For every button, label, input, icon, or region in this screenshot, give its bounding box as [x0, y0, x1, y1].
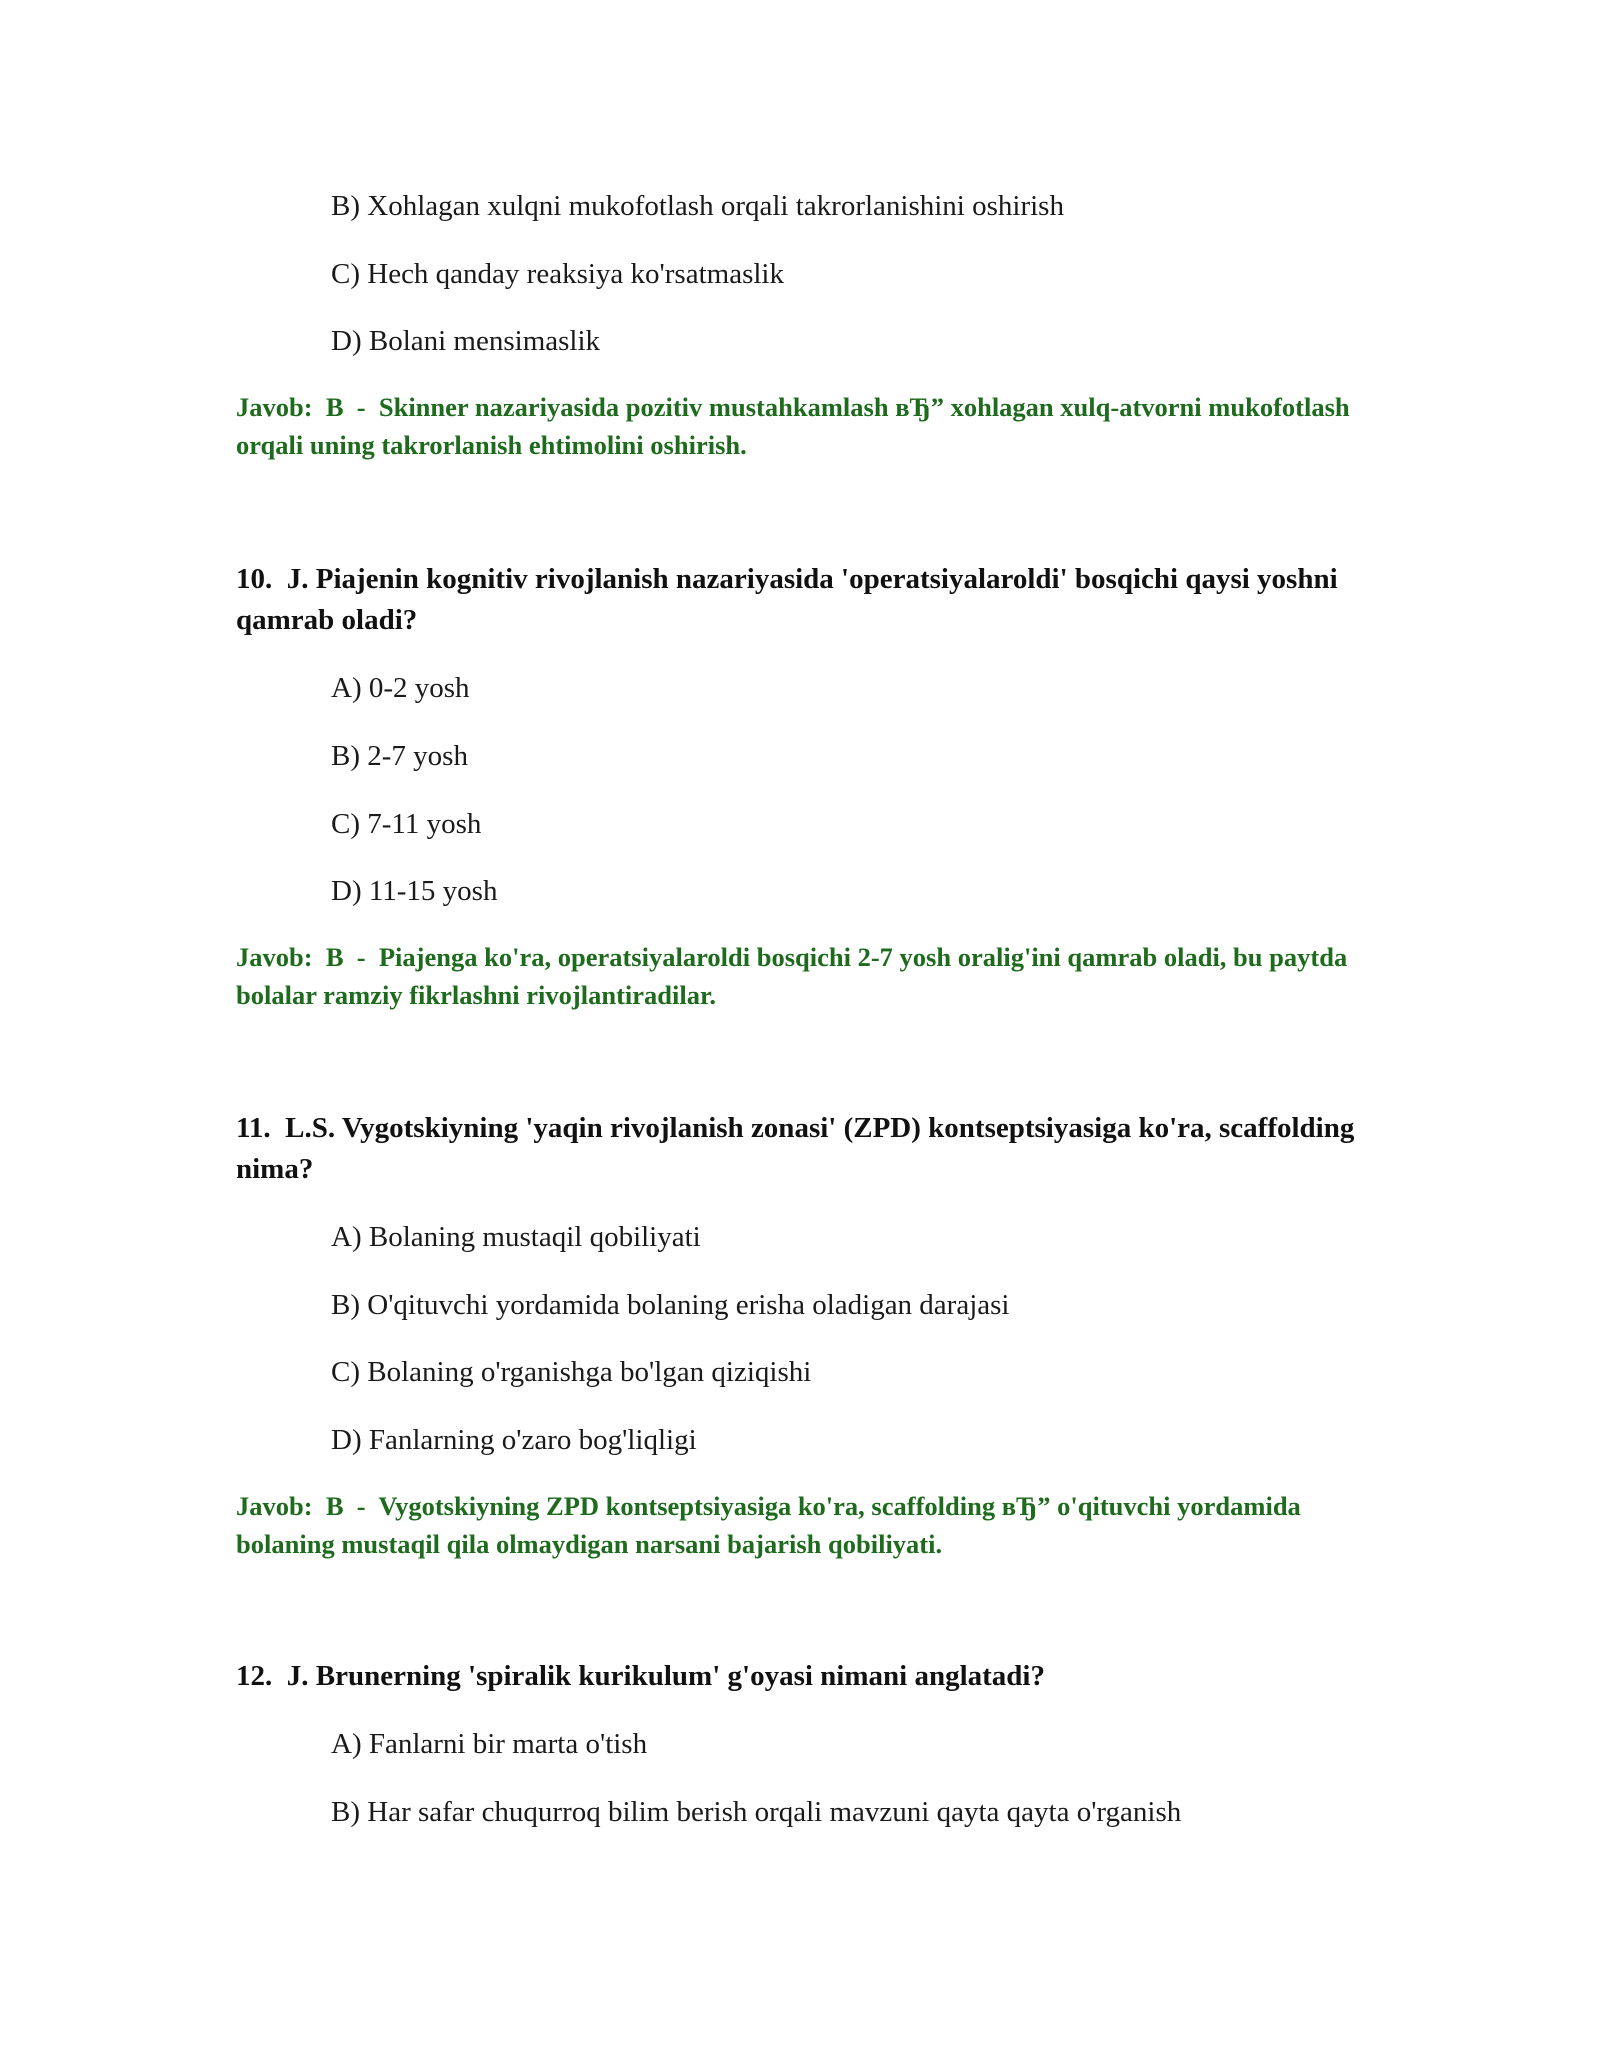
q12-option-b: B) Har safar chuqurroq bilim berish orqali mavzuni qayta qayta o'rganish [331, 1796, 1182, 1828]
question-12 [236, 1656, 1376, 1697]
q10-option-b: B) 2-7 yosh [331, 740, 468, 772]
q11-answer [236, 1487, 1366, 1563]
question-number: 10. [236, 563, 273, 595]
answer-dash: - [356, 942, 366, 972]
q11-option-c: C) Bolaning o'rganishga bo'lgan qiziqishi [331, 1356, 812, 1388]
answer-text: Skinner nazariyasida pozitiv mustahkamlash вЂ” xohlagan xulq-atvorni mukofotlash orqali uning takrorlanish ehtimolini oshirish. [236, 392, 1350, 460]
q9-answer [236, 388, 1366, 464]
question-text: J. Brunerning 'spiralik kurikulum' g'oyasi nimani anglatadi? [286, 1660, 1045, 1692]
question-text: J. Piajenin kognitiv rivojlanish nazariyasida 'operatsiyalaroldi' bosqichi qaysi yoshni qamrab oladi? [236, 563, 1338, 636]
q10-option-d: D) 11-15 yosh [331, 875, 498, 907]
answer-dash: - [356, 1491, 366, 1521]
q10-option-a: A) 0-2 yosh [331, 672, 470, 704]
question-text: L.S. Vygotskiyning 'yaqin rivojlanish zonasi' (ZPD) kontseptsiyasiga ko'ra, scaffolding nima? [236, 1112, 1355, 1185]
q11-option-b: B) O'qituvchi yordamida bolaning erisha oladigan darajasi [331, 1289, 1010, 1321]
q9-option-d: D) Bolani mensimaslik [331, 325, 601, 357]
question-number: 11. [236, 1112, 271, 1144]
question-10 [236, 559, 1376, 641]
q12-option-a: A) Fanlarni bir marta o'tish [331, 1728, 648, 1760]
question-number: 12. [236, 1660, 273, 1692]
answer-label: Javob: [236, 942, 313, 972]
answer-text: Vygotskiyning ZPD kontseptsiyasiga ko'ra, scaffolding вЂ” o'qituvchi yordamida bolaning mustaqil qila olmaydigan narsani bajarish qobiliyati. [236, 1491, 1301, 1559]
answer-letter: B [325, 392, 344, 422]
answer-label: Javob: [236, 1491, 313, 1521]
q11-option-a: A) Bolaning mustaqil qobiliyati [331, 1221, 701, 1253]
q9-option-c: C) Hech qanday reaksiya ko'rsatmaslik [331, 258, 784, 290]
answer-dash: - [356, 392, 366, 422]
q9-option-b: B) Xohlagan xulqni mukofotlash orqali takrorlanishini oshirish [331, 190, 1064, 222]
answer-label: Javob: [236, 392, 313, 422]
q11-option-d: D) Fanlarning o'zaro bog'liqligi [331, 1424, 697, 1456]
answer-letter: B [325, 942, 344, 972]
q10-option-c: C) 7-11 yosh [331, 808, 482, 840]
question-11 [236, 1108, 1376, 1190]
answer-letter: B [325, 1491, 344, 1521]
q10-answer [236, 938, 1366, 1014]
answer-text: Piajenga ko'ra, operatsiyalaroldi bosqichi 2-7 yosh oralig'ini qamrab oladi, bu paytda bolalar ramziy fikrlashni rivojlantiradilar. [236, 942, 1348, 1010]
